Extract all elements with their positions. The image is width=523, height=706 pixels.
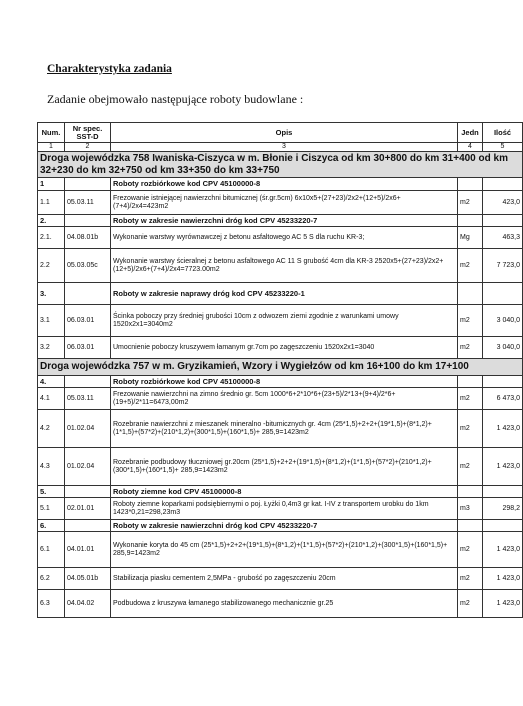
section-unit-empty: [458, 178, 483, 191]
table-row: [38, 305, 523, 337]
table-row: [38, 448, 523, 486]
section-number: 2.: [38, 215, 65, 227]
table-row: [38, 227, 523, 249]
item-description: Frezowanie istniejącej nawierzchni bitumicznej (śr.gr.5cm) 6x10x5+(27+23)/2x2+(12+5)/2x6+(7+4)/2x4=423m2: [111, 191, 458, 215]
section-number: 5.: [38, 486, 65, 498]
table-row: [38, 337, 523, 359]
item-unit: m2: [458, 568, 483, 590]
item-quantity: 3 040,0: [483, 305, 523, 337]
table-row: [38, 590, 523, 618]
section-unit-empty: [458, 520, 483, 532]
index-spec: 2: [65, 143, 111, 152]
item-quantity: 298,2: [483, 498, 523, 520]
item-description: Frezowanie nawierzchni na zimno średnio gr. 5cm 1000*6+2*10*6+(23+5)/2*13+(9+4)/2*6+(19+5)/2*11=6473,00m2: [111, 388, 458, 410]
section-number: 3.: [38, 283, 65, 305]
section-spec-empty: [65, 520, 111, 532]
item-quantity: 463,3: [483, 227, 523, 249]
item-number: 6.2: [38, 568, 65, 590]
item-spec: 04.04.02: [65, 590, 111, 618]
section-spec-empty: [65, 178, 111, 191]
section-number: 4.: [38, 376, 65, 388]
section-qty-empty: [483, 283, 523, 305]
section-title: Roboty w zakresie naprawy dróg kod CPV 45233220-1: [111, 283, 458, 305]
item-description: Ścinka poboczy przy średniej grubości 10cm z odwozem ziemi zgodnie z warunkami umowy 1520x2x1=3040m2: [111, 305, 458, 337]
road-heading-757: Droga wojewódzka 757 w m. Gryzikamień, Wzory i Wygiełzów od km 16+100 do km 17+100: [38, 359, 523, 376]
item-quantity: 1 423,0: [483, 590, 523, 618]
table-body: [38, 178, 523, 618]
header-num: Num.: [38, 123, 65, 143]
item-number: 6.1: [38, 532, 65, 568]
index-qty: 5: [483, 143, 523, 152]
item-number: 5.1: [38, 498, 65, 520]
item-quantity: 6 473,0: [483, 388, 523, 410]
header-desc: Opis: [111, 123, 458, 143]
road-heading-row: [38, 359, 523, 376]
table-row: [38, 568, 523, 590]
item-unit: m2: [458, 337, 483, 359]
item-unit: m2: [458, 305, 483, 337]
item-description: Umocnienie poboczy kruszywem łamanym gr.7cm po zagęszczeniu 1520x2x1=3040: [111, 337, 458, 359]
section-unit-empty: [458, 283, 483, 305]
item-spec: 04.08.01b: [65, 227, 111, 249]
index-desc: 3: [111, 143, 458, 152]
section-unit-empty: [458, 486, 483, 498]
section-number: 1: [38, 178, 65, 191]
item-quantity: 3 040,0: [483, 337, 523, 359]
section-unit-empty: [458, 376, 483, 388]
table-row: [38, 498, 523, 520]
item-spec: 05.03.05c: [65, 249, 111, 283]
section-row: [38, 178, 523, 191]
section-spec-empty: [65, 283, 111, 305]
section-title: Roboty ziemne kod CPV 45100000-8: [111, 486, 458, 498]
item-unit: m2: [458, 410, 483, 448]
item-description: Podbudowa z kruszywa łamanego stabilizowanego mechanicznie gr.25: [111, 590, 458, 618]
section-qty-empty: [483, 178, 523, 191]
section-row: [38, 520, 523, 532]
item-description: Stabilizacja piasku cementem 2,5MPa - grubość po zagęszczeniu 20cm: [111, 568, 458, 590]
index-unit: 4: [458, 143, 483, 152]
item-unit: m2: [458, 191, 483, 215]
item-number: 3.1: [38, 305, 65, 337]
section-spec-empty: [65, 486, 111, 498]
index-num: 1: [38, 143, 65, 152]
item-quantity: 1 423,0: [483, 410, 523, 448]
item-unit: m3: [458, 498, 483, 520]
item-description: Wykonanie koryta do 45 cm (25*1,5)+2+2+(19*1,5)+(8*1,2)+(1*1,5)+(57*2)+(210*1,2)+(300*1,5)+(160*1,5)+ 285,9=1423m2: [111, 532, 458, 568]
item-description: Roboty ziemne koparkami podsiębiernymi o poj. Łyżki 0,4m3 gr kat. I-IV z transportem urobku do 1km 1423*0,21=298,23m3: [111, 498, 458, 520]
section-qty-empty: [483, 520, 523, 532]
item-unit: Mg: [458, 227, 483, 249]
item-description: Rozebranie podbudowy tłuczniowej gr.20cm (25*1,5)+2+2+(19*1,5)+(8*1,2)+(1*1,5)+(57*2)+(210*1,2)+(300*1,5)+(160*1,5)+ 285,9=1423m2: [111, 448, 458, 486]
item-number: 4.1: [38, 388, 65, 410]
item-number: 4.3: [38, 448, 65, 486]
item-number: 2.2: [38, 249, 65, 283]
intro-text: Zadanie obejmowało następujące roboty budowlane :: [47, 92, 304, 106]
item-number: 4.2: [38, 410, 65, 448]
item-quantity: 423,0: [483, 191, 523, 215]
item-spec: 04.05.01b: [65, 568, 111, 590]
table-row: [38, 249, 523, 283]
item-number: 2.1.: [38, 227, 65, 249]
item-unit: m2: [458, 532, 483, 568]
header-unit: Jedn: [458, 123, 483, 143]
item-description: Wykonanie warstwy wyrównawczej z betonu asfaltowego AC 5 S dla ruchu KR-3;: [111, 227, 458, 249]
section-unit-empty: [458, 215, 483, 227]
section-qty-empty: [483, 376, 523, 388]
section-title: Roboty w zakresie nawierzchni dróg kod CPV 45233220-7: [111, 520, 458, 532]
section-row: [38, 376, 523, 388]
item-description: Wykonanie warstwy ścieralnej z betonu asfaltowego AC 11 S grubość 4cm dla KR-3 2520x5+(27+23)/2x2+(12+5)/2x6+(7+4)/2x4=7723.00m2: [111, 249, 458, 283]
section-qty-empty: [483, 486, 523, 498]
item-spec: 04.01.01: [65, 532, 111, 568]
item-quantity: 1 423,0: [483, 448, 523, 486]
item-spec: 02.01.01: [65, 498, 111, 520]
table-row: [38, 388, 523, 410]
table-row: [38, 410, 523, 448]
item-number: 3.2: [38, 337, 65, 359]
section-qty-empty: [483, 215, 523, 227]
item-quantity: 1 423,0: [483, 568, 523, 590]
item-unit: m2: [458, 590, 483, 618]
section-row: [38, 215, 523, 227]
item-spec: 05.03.11: [65, 191, 111, 215]
road-heading-758: Droga wojewódzka 758 Iwaniska-Ciszyca w m. Błonie i Ciszyca od km 30+800 do km 31+400 od km 32+230 do km 32+750 od km 33+350 do km 33+750: [38, 152, 523, 178]
header-qty: Ilość: [483, 123, 523, 143]
section-spec-empty: [65, 376, 111, 388]
item-unit: m2: [458, 448, 483, 486]
table-row: [38, 532, 523, 568]
table-row: [38, 191, 523, 215]
header-spec: Nr spec. SST-D: [65, 123, 111, 143]
page-heading: Charakterystyka zadania: [47, 63, 172, 75]
item-unit: m2: [458, 388, 483, 410]
item-unit: m2: [458, 249, 483, 283]
item-description: Rozebranie nawierzchni z mieszanek mineralno -bitumicznych gr. 4cm (25*1,5)+2+2+(19*1,5)+(8*1,2)+(1*1,5)+(57*2)+(210*1,2)+(300*1,5)+(160*1,5)+ 285,9=1423m2: [111, 410, 458, 448]
item-spec: 05.03.11: [65, 388, 111, 410]
section-title: Roboty rozbiórkowe kod CPV 45100000-8: [111, 376, 458, 388]
item-spec: 01.02.04: [65, 448, 111, 486]
section-spec-empty: [65, 215, 111, 227]
section-row: [38, 283, 523, 305]
works-table: [37, 122, 523, 618]
item-spec: 01.02.04: [65, 410, 111, 448]
section-title: Roboty rozbiórkowe kod CPV 45100000-8: [111, 178, 458, 191]
section-title: Roboty w zakresie nawierzchni dróg kod CPV 45233220-7: [111, 215, 458, 227]
section-row: [38, 486, 523, 498]
item-quantity: 1 423,0: [483, 532, 523, 568]
item-spec: 06.03.01: [65, 305, 111, 337]
section-number: 6.: [38, 520, 65, 532]
item-number: 6.3: [38, 590, 65, 618]
item-number: 1.1: [38, 191, 65, 215]
item-quantity: 7 723,0: [483, 249, 523, 283]
item-spec: 06.03.01: [65, 337, 111, 359]
